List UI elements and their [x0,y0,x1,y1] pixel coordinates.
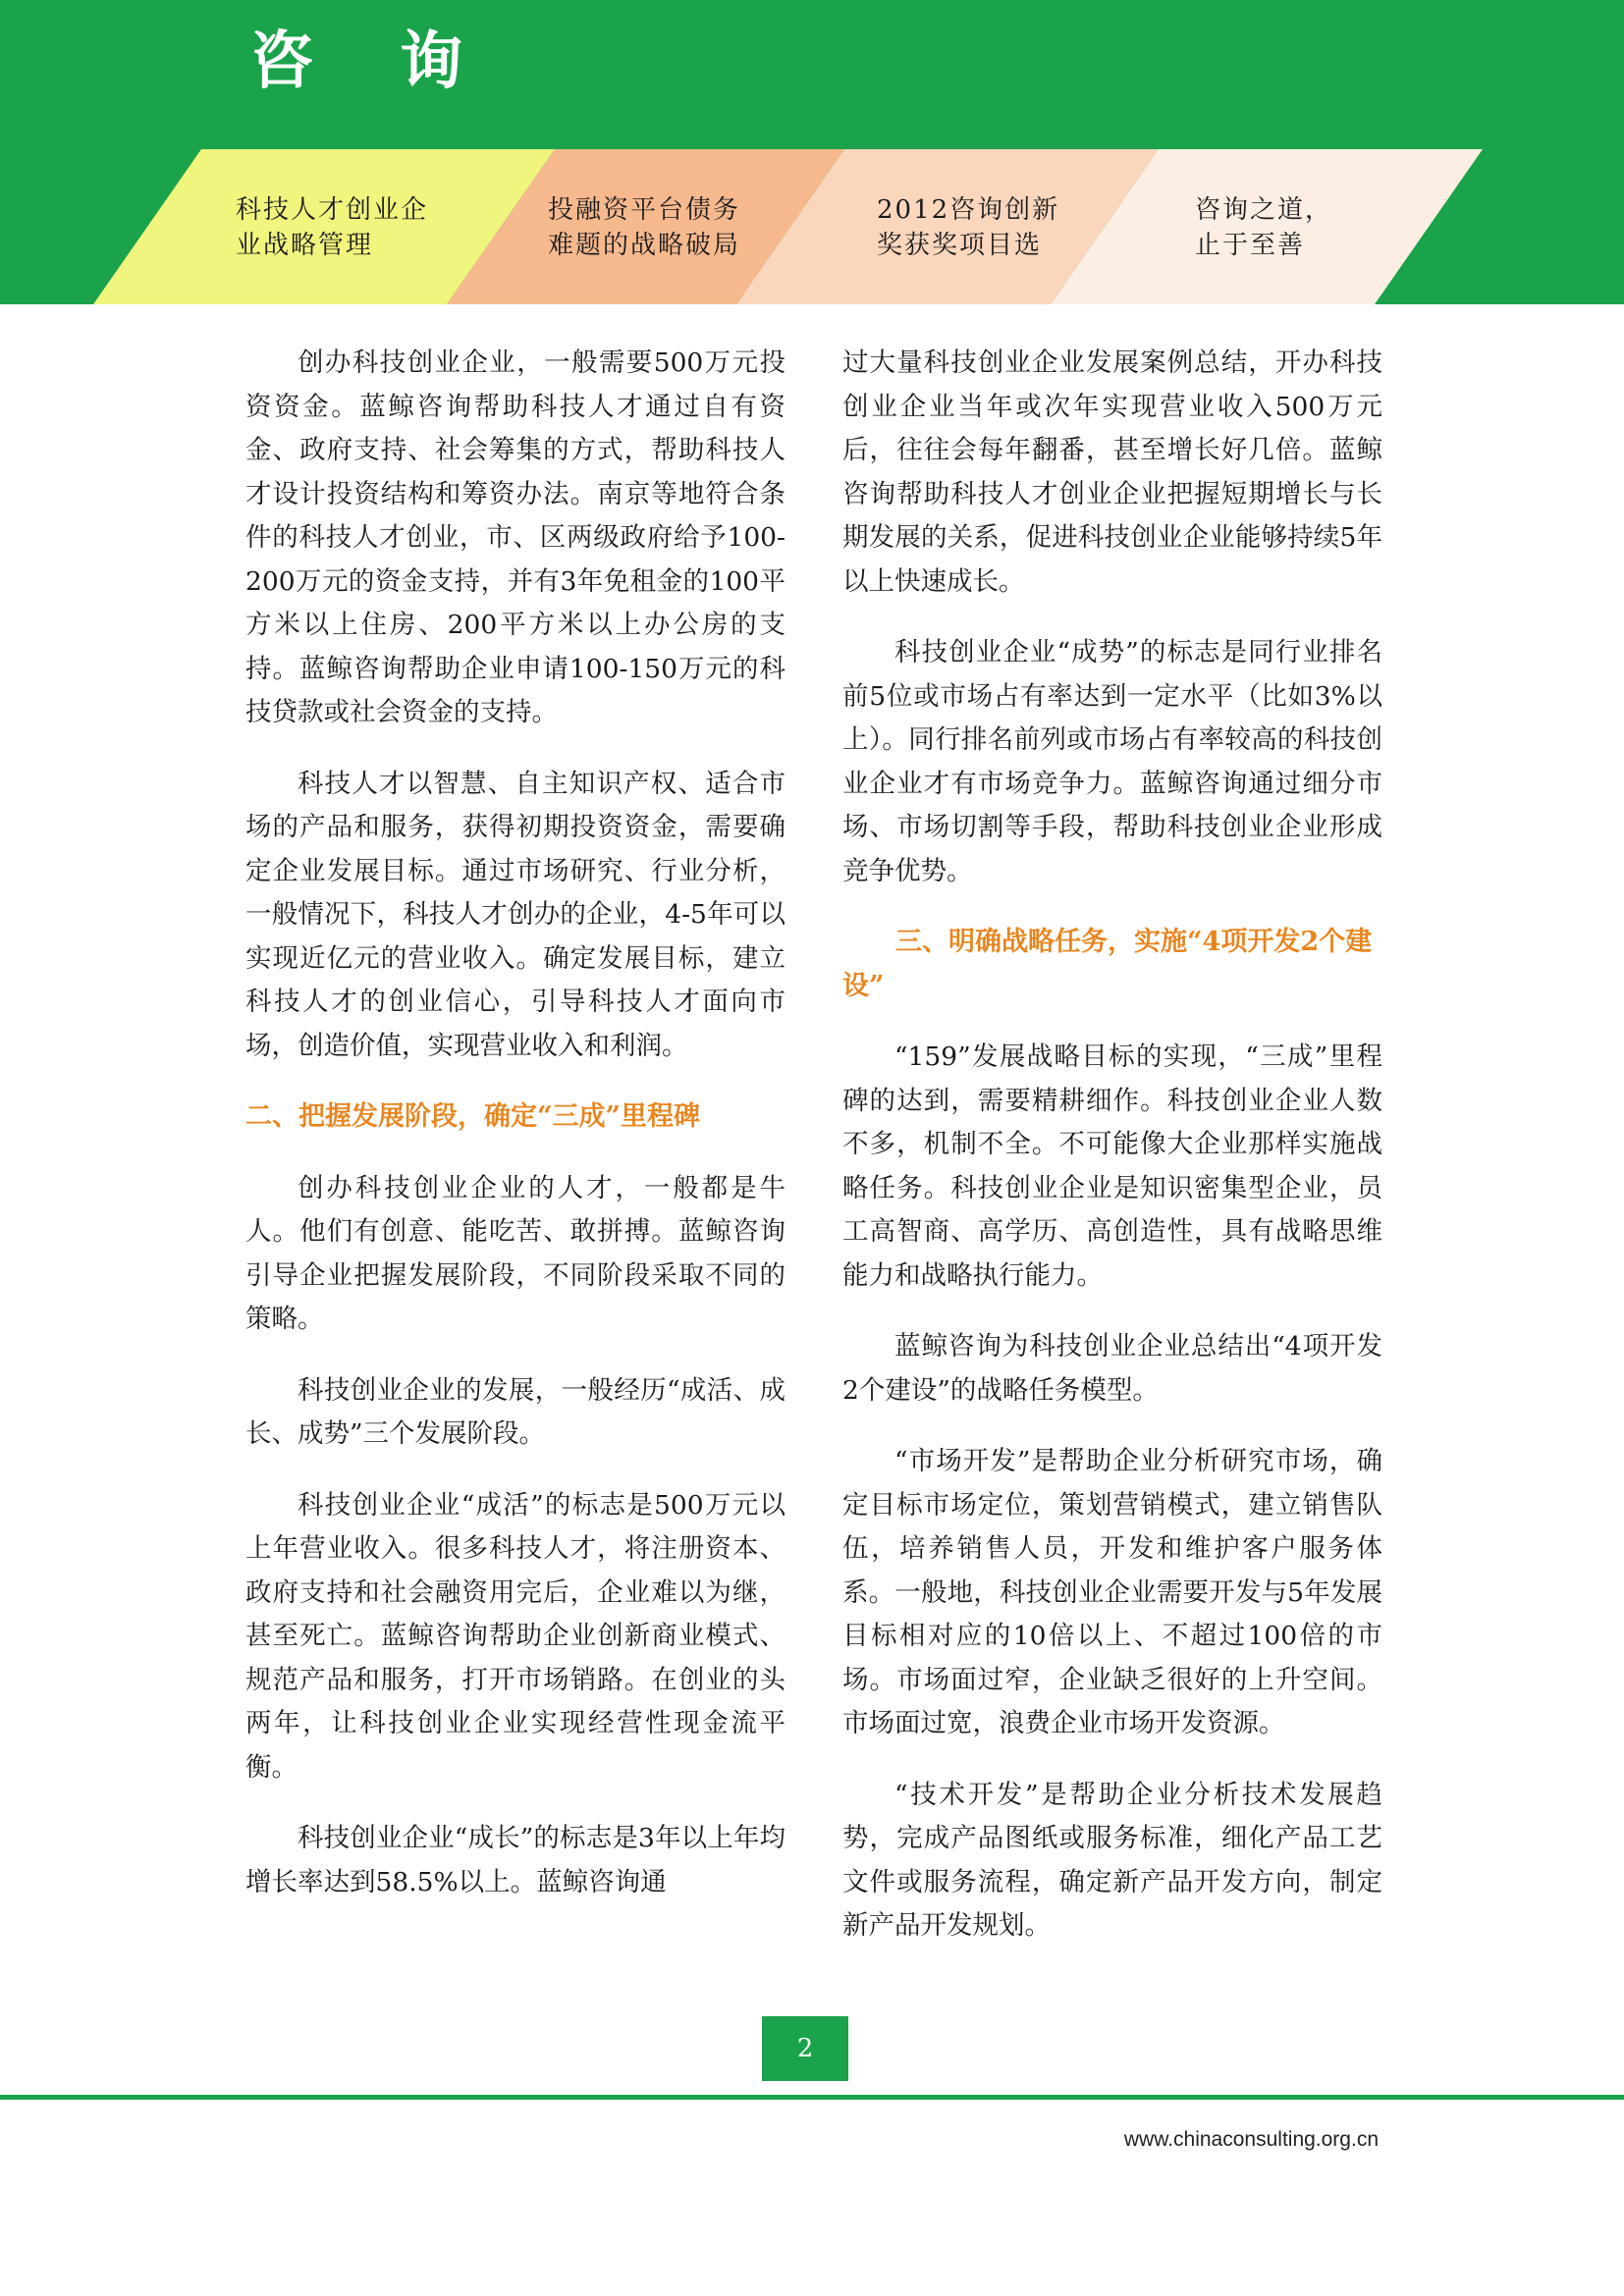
tab-3-label[interactable]: 2012咨询创新 奖获奖项目选 [877,195,1060,260]
paragraph: 科技创业企业的发展，一般经历“成活、成长、成势”三个发展阶段。 [245,1374,785,1449]
paragraph: 科技人才以智慧、自主知识产权、适合市场的产品和服务，获得初期投资资金，需要确定企业发展目标。通过市场研究、行业分析，一般情况下，科技人才创办的企业，4-5年可以实现近亿元的营业收入。确定发展目标，建立科技人才的创业信心，引导科技人才面向市场，创造价值，实现营业收入和利润。 [245,768,785,1061]
paragraph: “市场开发”是帮助企业分析研究市场，确定目标市场定位，策划营销模式，建立销售队伍，培养销售人员，开发和维护客户服务体系。一般地，科技创业企业需要开发与5年发展目标相对应的10倍以上、不超过100倍的市场。市场面过窄，企业缺乏很好的上升空间。市场面过宽，浪费企业市场开发资源。 [842,1446,1382,1738]
page-number: 2 [762,2016,848,2081]
tab-2-label[interactable]: 投融资平台债务 难题的战略破局 [548,195,741,260]
footer-url[interactable]: www.chinaconsulting.org.cn [1123,2128,1379,2151]
paragraph: 过大量科技创业企业发展案例总结，开办科技创业企业当年或次年实现营业收入500万元后，往往会每年翻番，甚至增长好几倍。蓝鲸咨询帮助科技人才创业企业把握短期增长与长期发展的关系，促进科技创业企业能够持续5年以上快速成长。 [842,347,1382,597]
header-banner [0,0,1624,304]
paragraph: 科技创业企业“成活”的标志是500万元以上年营业收入。很多科技人才，将注册资本、政府支持和社会融资用完后，企业难以为继，甚至死亡。蓝鲸咨询帮助企业创新商业模式、规范产品和服务，打开市场销路。在创业的头两年，让科技创业企业实现经营性现金流平衡。 [245,1489,785,1783]
paragraph: 蓝鲸咨询为科技创业企业总结出“4项开发2个建设”的战略任务模型。 [842,1331,1382,1406]
tab-1-label[interactable]: 科技人才创业企 业战略管理 [236,195,429,260]
footer-divider [0,2095,1624,2100]
page-title: 咨询 [250,25,549,98]
section-heading-2: 二、把握发展阶段，确定“三成”里程碑 [245,1101,701,1132]
paragraph: 科技创业企业“成势”的标志是同行业排名前5位或市场占有率达到一定水平（比如3%以上）。同行排名前列或市场占有率较高的科技创业企业才有市场竞争力。蓝鲸咨询通过细分市场、市场切割等手段，帮助科技创业企业形成竞争优势。 [842,637,1382,886]
right-column [842,342,1382,1976]
paragraph: 创办科技创业企业的人才，一般都是牛人。他们有创意、能吃苦、敢拼搏。蓝鲸咨询引导企业把握发展阶段，不同阶段采取不同的策略。 [245,1172,785,1334]
paragraph: 科技创业企业“成长”的标志是3年以上年均增长率达到58.5%以上。蓝鲸咨询通 [245,1823,785,1897]
paragraph: “技术开发”是帮助企业分析技术发展趋势，完成产品图纸或服务标准，细化产品工艺文件或服务流程，确定新产品开发方向，制定新产品开发规划。 [842,1779,1382,1941]
tab-4-label[interactable]: 咨询之道， 止于至善 [1195,195,1333,260]
left-column [245,342,785,1932]
paragraph: “159”发展战略目标的实现，“三成”里程碑的达到，需要精耕细作。科技创业企业人数不多，机制不全。不可能像大企业那样实施战略任务。科技创业企业是知识密集型企业，员工高智商、高学历、高创造性，具有战略思维能力和战略执行能力。 [842,1041,1382,1291]
section-heading-3: 三、明确战略任务，实施“4项开发2个建设” [842,927,1373,1001]
paragraph: 创办科技创业企业，一般需要500万元投资资金。蓝鲸咨询帮助科技人才通过自有资金、政府支持、社会筹集的方式，帮助科技人才设计投资结构和筹资办法。南京等地符合条件的科技人才创业，市、区两级政府给予100-200万元的资金支持，并有3年免租金的100平方米以上住房、200平方米以上办公房的支持。蓝鲸咨询帮助企业申请100-150万元的科技贷款或社会资金的支持。 [245,347,785,727]
